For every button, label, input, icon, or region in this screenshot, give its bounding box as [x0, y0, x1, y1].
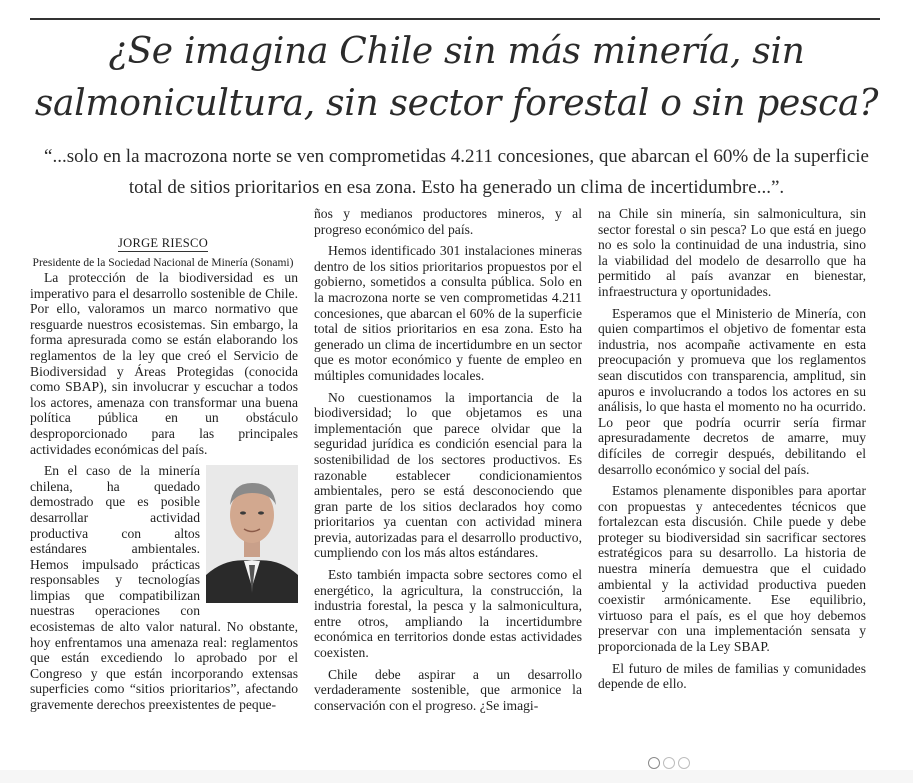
paragraph: ños y medianos productores mineros, y al progreso económico del país. — [314, 206, 582, 237]
carousel-dot-3[interactable] — [678, 757, 690, 769]
article-column-2 — [314, 206, 582, 719]
article-column-3 — [598, 206, 866, 698]
paragraph: En el caso de la minería chilena, ha quedado demostrado que es posible desarrollar actividad productiva con altos estándares ambientales. Hemos impulsado prácticas responsables y tecnologías limpias que compatibilizan nuestras operaciones con ecosistemas de alto valor natural. No obstante, hoy enfrentamos una amenaza real: reglamentos que están excediendo lo aprobado por el Congreso y que están incorporando extensas superficies como “sitios prioritarios”, afectando gravemente derechos preexistentes de peque- — [30, 463, 298, 713]
author-photo — [206, 465, 298, 603]
bottom-band — [0, 770, 913, 783]
carousel-dots — [648, 757, 690, 773]
article-column-1 — [30, 270, 298, 719]
carousel-dot-1[interactable] — [648, 757, 660, 769]
paragraph: Chile debe aspirar a un desarrollo verdaderamente sostenible, que armonice la conservación con el progreso. ¿Se imagi- — [314, 666, 582, 713]
author-title: Presidente de la Sociedad Nacional de Minería (Sonami) — [32, 257, 294, 269]
author-name: JORGE RIESCO — [117, 236, 209, 250]
paragraph: Hemos identificado 301 instalaciones mineras dentro de los sitios prioritarios propuestos por el gobierno, sometidos a consulta pública. Solo en la macrozona norte se ven comprometidas 4.211 concesiones, que abarcan el 60% de la superficie total de sitios prioritarios en esa zona. Esto ha generado un clima de incertidumbre en un sector que es motor económico y fuente de empleo en múltiples comunidades locales. — [314, 243, 582, 383]
paragraph: La protección de la biodiversidad es un imperativo para el desarrollo sostenible de Chile. Por ello, valoramos un marco normativo que resguarde nuestros ecosistemas. Sin embargo, la forma apresurada como se están elaborando los reglamentos de la ley que creó el Servicio de Biodiversidad y Áreas Protegidas (conocida como SBAP), sin involucrar y escuchar a todos los actores, amenaza con transformar una buena política pública en un obstáculo desproporcionado para las principales actividades económicas del país. — [30, 270, 298, 457]
lead-quote: “...solo en la macrozona norte se ven comprometidas 4.211 concesiones, que abarcan el 60% de la superficie total de sitios prioritarios en esa zona. Esto ha generado un clima de incertidumbre...”. — [44, 146, 869, 198]
top-rule — [30, 18, 880, 20]
byline — [30, 234, 296, 270]
paragraph: El futuro de miles de familias y comunidades depende de ello. — [598, 660, 866, 692]
paragraph: Esto también impacta sobre sectores como el energético, la agricultura, la construcción, la industria forestal, la pesca y la salmonicultura, entre otros, ampliando la incertidumbre económica en territorios donde estas actividades coexisten. — [314, 567, 582, 661]
paragraph: Estamos plenamente disponibles para aportar con propuestas y antecedentes técnicos que fortalezcan esta discusión. Chile puede y debe proteger su biodiversidad sin sacrificar sectores estratégicos para su desarrollo. La historia de nuestra minería demuestra que el cuidado ambiental y la actividad productiva pueden coexistir armónicamente. Ese equilibrio, virtuoso para el país, es el que hoy debemos preservar con una implementación sensata y proporcionada de la Ley SBAP. — [598, 483, 866, 655]
paragraph: na Chile sin minería, sin salmonicultura, sin sector forestal o sin pesca? Lo que está en juego no es solo la continuidad de una industria, sino la viabilidad del modelo de desarrollo que ha permitido al país avanzar en bienestar, infraestructura y oportunidades. — [598, 206, 866, 299]
carousel-dot-2[interactable] — [663, 757, 675, 769]
paragraph: No cuestionamos la importancia de la biodiversidad; lo que objetamos es una implementación que parece olvidar que la seguridad jurídica es condición esencial para la sostenibilidad de los sectores productivos. Es razonable establecer condicionamientos ambientales, pero se está desconociendo que gran parte de los sitios declarados hoy como prioritarios ya cuentan con actividad minera previa, autorizadas para el desarrollo productivo, cumpliendo con los más altos estándares. — [314, 389, 582, 561]
paragraph: Esperamos que el Ministerio de Minería, con quien compartimos el objetivo de fomentar esta industria, nos acompañe activamente en esta preocupación y promueva que los reglamentos sean discutidos con transparencia, amplitud, sin apuros e involucrando a todos los actores en su análisis, lo que hasta el momento no ha ocurrido. Lo peor que podría ocurrir sería firmar apresuradamente decretos de amarre, muy difíciles de corregir después, debilitando el desarrollo económico y social del país. — [598, 305, 866, 477]
headline: ¿Se imagina Chile sin más minería, sin salmonicultura, sin sector forestal o sin pesca? — [34, 31, 879, 124]
